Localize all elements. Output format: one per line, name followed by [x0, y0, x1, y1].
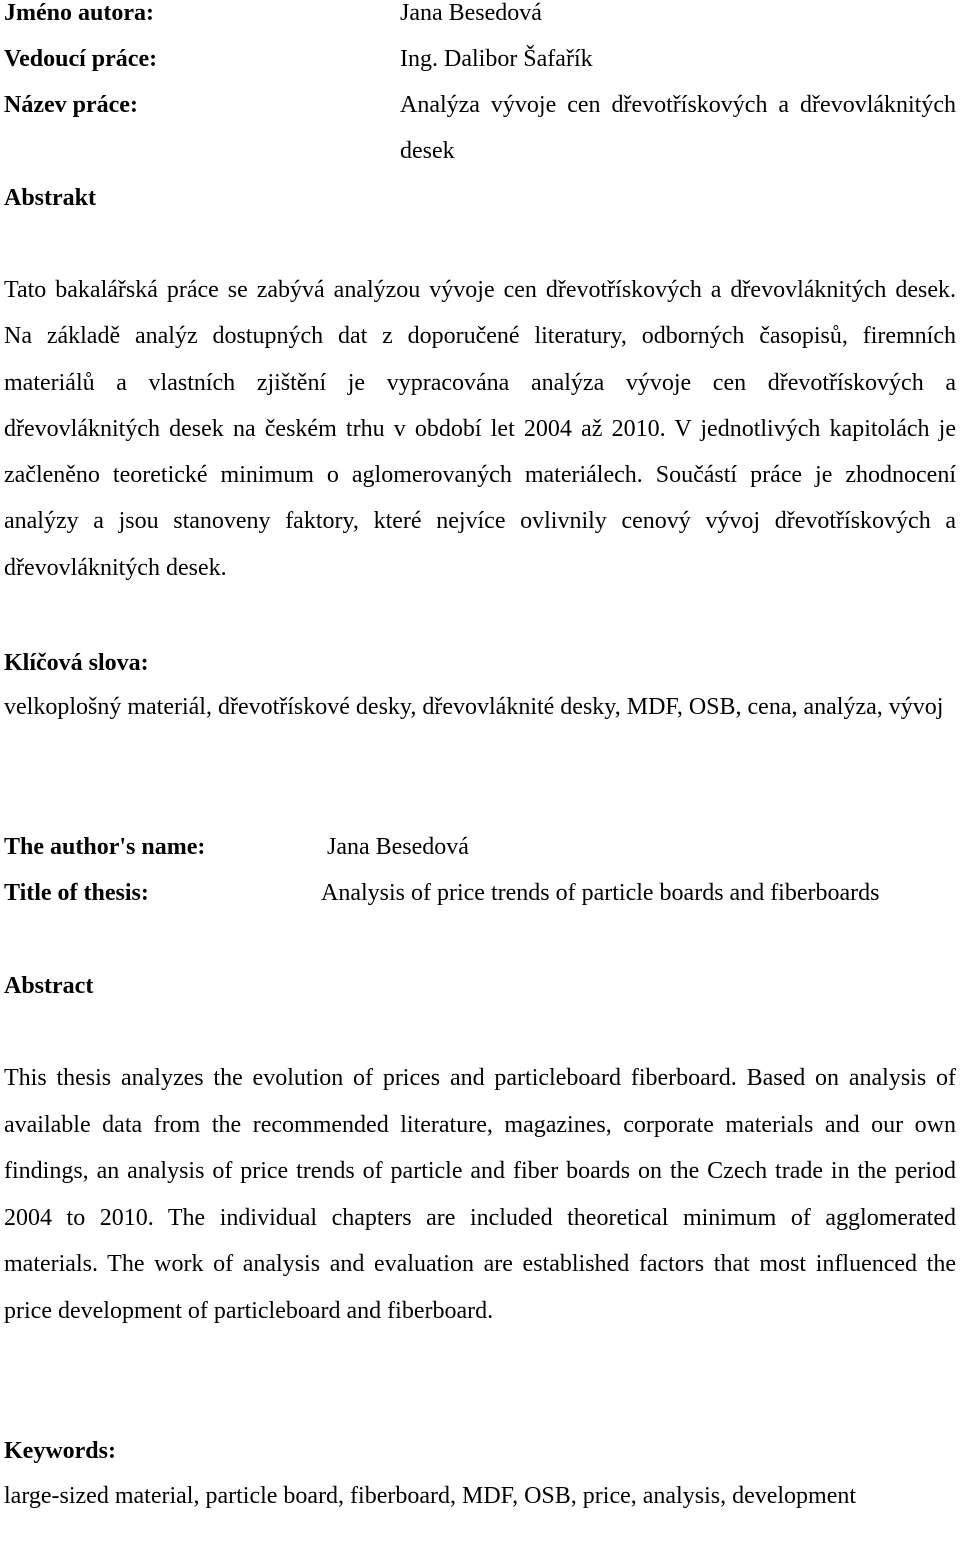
abstract-text-cz: Tato bakalářská práce se zabývá analýzou vývoje cen dřevotřískových a dřevovláknitých desek. Na základě analýz dostupných dat z doporučené literatury, odborných časopisů, firemních materiálů a vlastních zjištění je vypracována analýza vývoje cen dřevotřískových a dřevovláknitých desek na českém trhu v období let 2004 až 2010. V jednotlivých kapitolách je začleněno teoretické minimum o aglomerovaných materiálech. Součástí práce je zhodnocení analýzy a jsou stanoveny faktory, které nejvíce ovlivnily cenový vývoj dřevotřískových a dřevovláknitých desek. — [4, 277, 956, 581]
keywords-heading-cz: Klíčová slova: — [4, 650, 149, 676]
author-value-en: Jana Besedová — [327, 834, 469, 860]
author-label-cz: Jméno autora: — [4, 0, 154, 26]
supervisor-value: Ing. Dalibor Šafařík — [400, 46, 593, 72]
author-value-cz: Jana Besedová — [400, 0, 542, 26]
title-label-en: Title of thesis: — [4, 880, 149, 906]
abstract-text-en: This thesis analyzes the evolution of prices and particleboard fiberboard. Based on analysis of available data from the recommended literature, magazines, corporate materials and our own findings, an analysis of price trends of particle and fiber boards on the Czech trade in the period 2004 to 2010. The individual chapters are included theoretical minimum of agglomerated materials. The work of analysis and evaluation are established factors that most influenced the price development of particleboard and fiberboard. — [4, 1065, 956, 1324]
supervisor-label: Vedoucí práce: — [4, 46, 158, 72]
title-value-en: Analysis of price trends of particle boards and fiberboards — [321, 880, 880, 906]
keywords-text-en: large-sized material, particle board, fiberboard, MDF, OSB, price, analysis, development — [4, 1483, 857, 1509]
abstract-heading-en: Abstract — [4, 973, 94, 999]
abstract-heading-cz: Abstrakt — [4, 185, 97, 211]
keywords-text-cz: velkoplošný materiál, dřevotřískové desky, dřevovláknité desky, MDF, OSB, cena, analýza, vývoj — [4, 694, 944, 720]
title-label-cz: Název práce: — [4, 92, 138, 118]
title-value-cz: Analýza vývoje cen dřevotřískových a dřevovláknitých desek — [400, 92, 956, 165]
author-label-en: The author's name: — [4, 834, 206, 860]
keywords-heading-en: Keywords: — [4, 1438, 116, 1464]
